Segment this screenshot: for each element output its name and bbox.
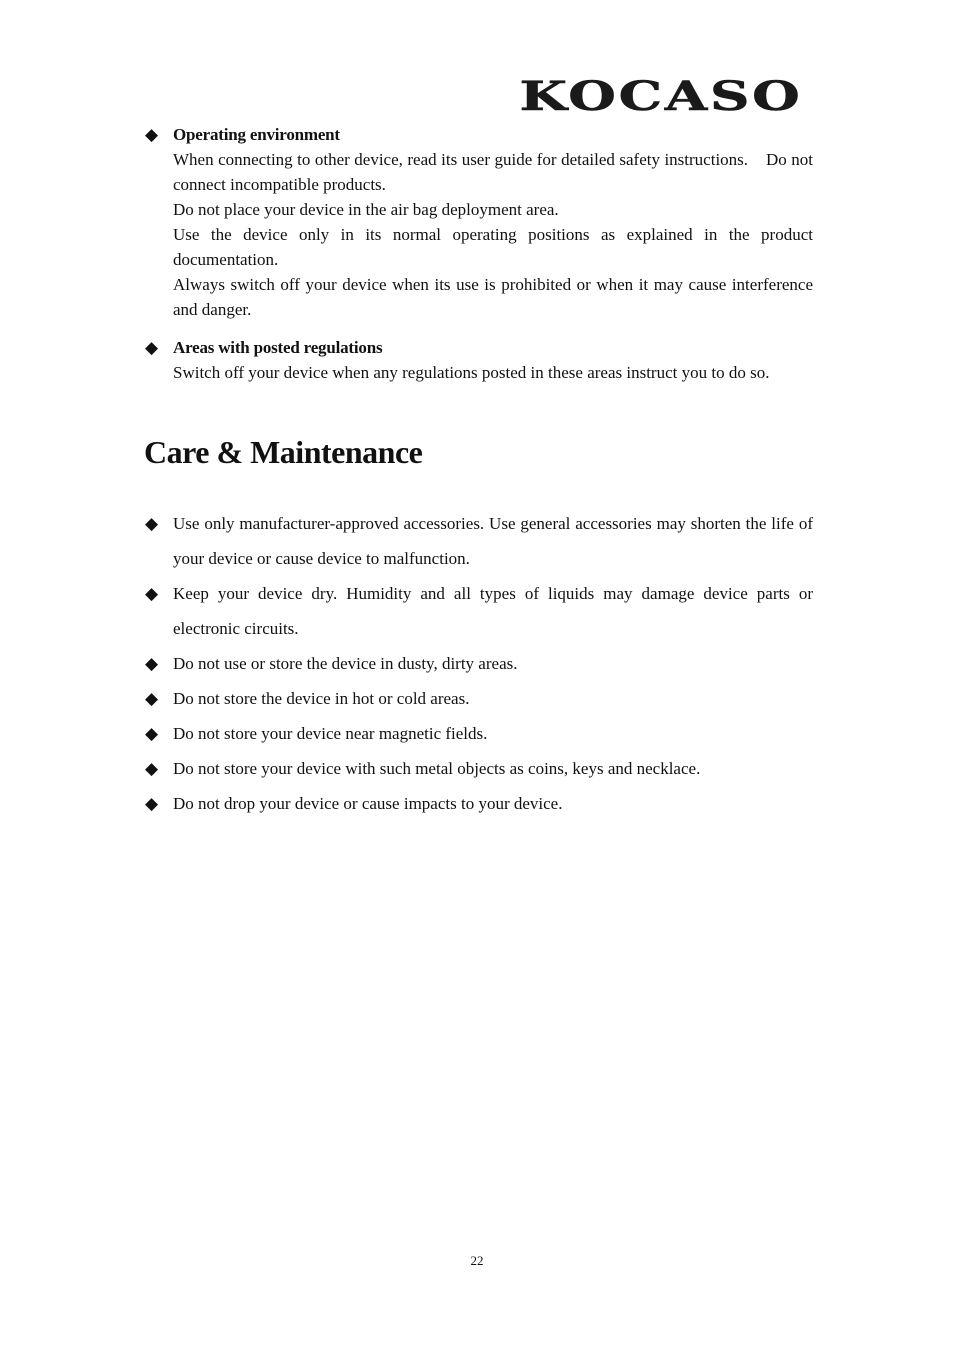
list-item-text: Do not store your device near magnetic fields.	[173, 724, 488, 743]
paragraph: When connecting to other device, read its user guide for detailed safety instructions. Do not connect incompatible products.	[173, 150, 813, 194]
list-item	[145, 506, 813, 576]
paragraph: Use the device only in its normal operating positions as explained in the product documentation.	[173, 225, 813, 269]
kocaso-logo-graphic	[519, 76, 804, 116]
diamond-bullet-icon: ◆	[145, 794, 159, 813]
diamond-bullet-icon: ◆	[145, 759, 159, 778]
care-maintenance-list	[145, 506, 813, 821]
list-item	[145, 576, 813, 646]
list-item-text: Keep your device dry. Humidity and all types of liquids may damage device parts or electronic circuits.	[173, 584, 813, 638]
areas-with-posted-regulations-section	[145, 335, 813, 385]
diamond-bullet-icon: ◆	[145, 689, 159, 708]
operating-environment-section	[145, 122, 813, 322]
diamond-bullet-icon: ◆	[145, 338, 158, 357]
diamond-bullet-icon: ◆	[145, 724, 159, 743]
paragraph: Switch off your device when any regulations posted in these areas instruct you to do so.	[173, 363, 770, 382]
list-item	[145, 681, 813, 716]
diamond-bullet-icon: ◆	[145, 584, 159, 603]
list-item-text: Do not store your device with such metal objects as coins, keys and necklace.	[173, 759, 701, 778]
diamond-bullet-icon: ◆	[145, 125, 158, 144]
list-item	[145, 786, 813, 821]
diamond-bullet-icon: ◆	[145, 514, 159, 533]
areas-with-posted-regulations-title	[145, 335, 813, 360]
list-item	[145, 646, 813, 681]
paragraph: Do not place your device in the air bag deployment area.	[173, 200, 559, 219]
page-number: 22	[470, 1253, 484, 1268]
paragraph: Always switch off your device when its use is prohibited or when it may cause interference and danger.	[173, 275, 813, 319]
list-item	[145, 716, 813, 751]
diamond-bullet-icon: ◆	[145, 654, 159, 673]
list-item-text: Use only manufacturer-approved accessories. Use general accessories may shorten the life of your device or cause device to malfunction.	[173, 514, 813, 568]
list-item	[145, 751, 813, 786]
operating-environment-title	[145, 122, 813, 147]
section-title-text: Operating environment	[173, 125, 340, 144]
care-maintenance-heading: Care & Maintenance	[144, 434, 423, 470]
kocaso-logo	[519, 76, 804, 116]
section-title-text: Areas with posted regulations	[173, 338, 383, 357]
list-item-text: Do not use or store the device in dusty, dirty areas.	[173, 654, 518, 673]
list-item-text: Do not store the device in hot or cold areas.	[173, 689, 470, 708]
logo-text: KOCASO	[519, 76, 803, 116]
list-item-text: Do not drop your device or cause impacts to your device.	[173, 794, 563, 813]
